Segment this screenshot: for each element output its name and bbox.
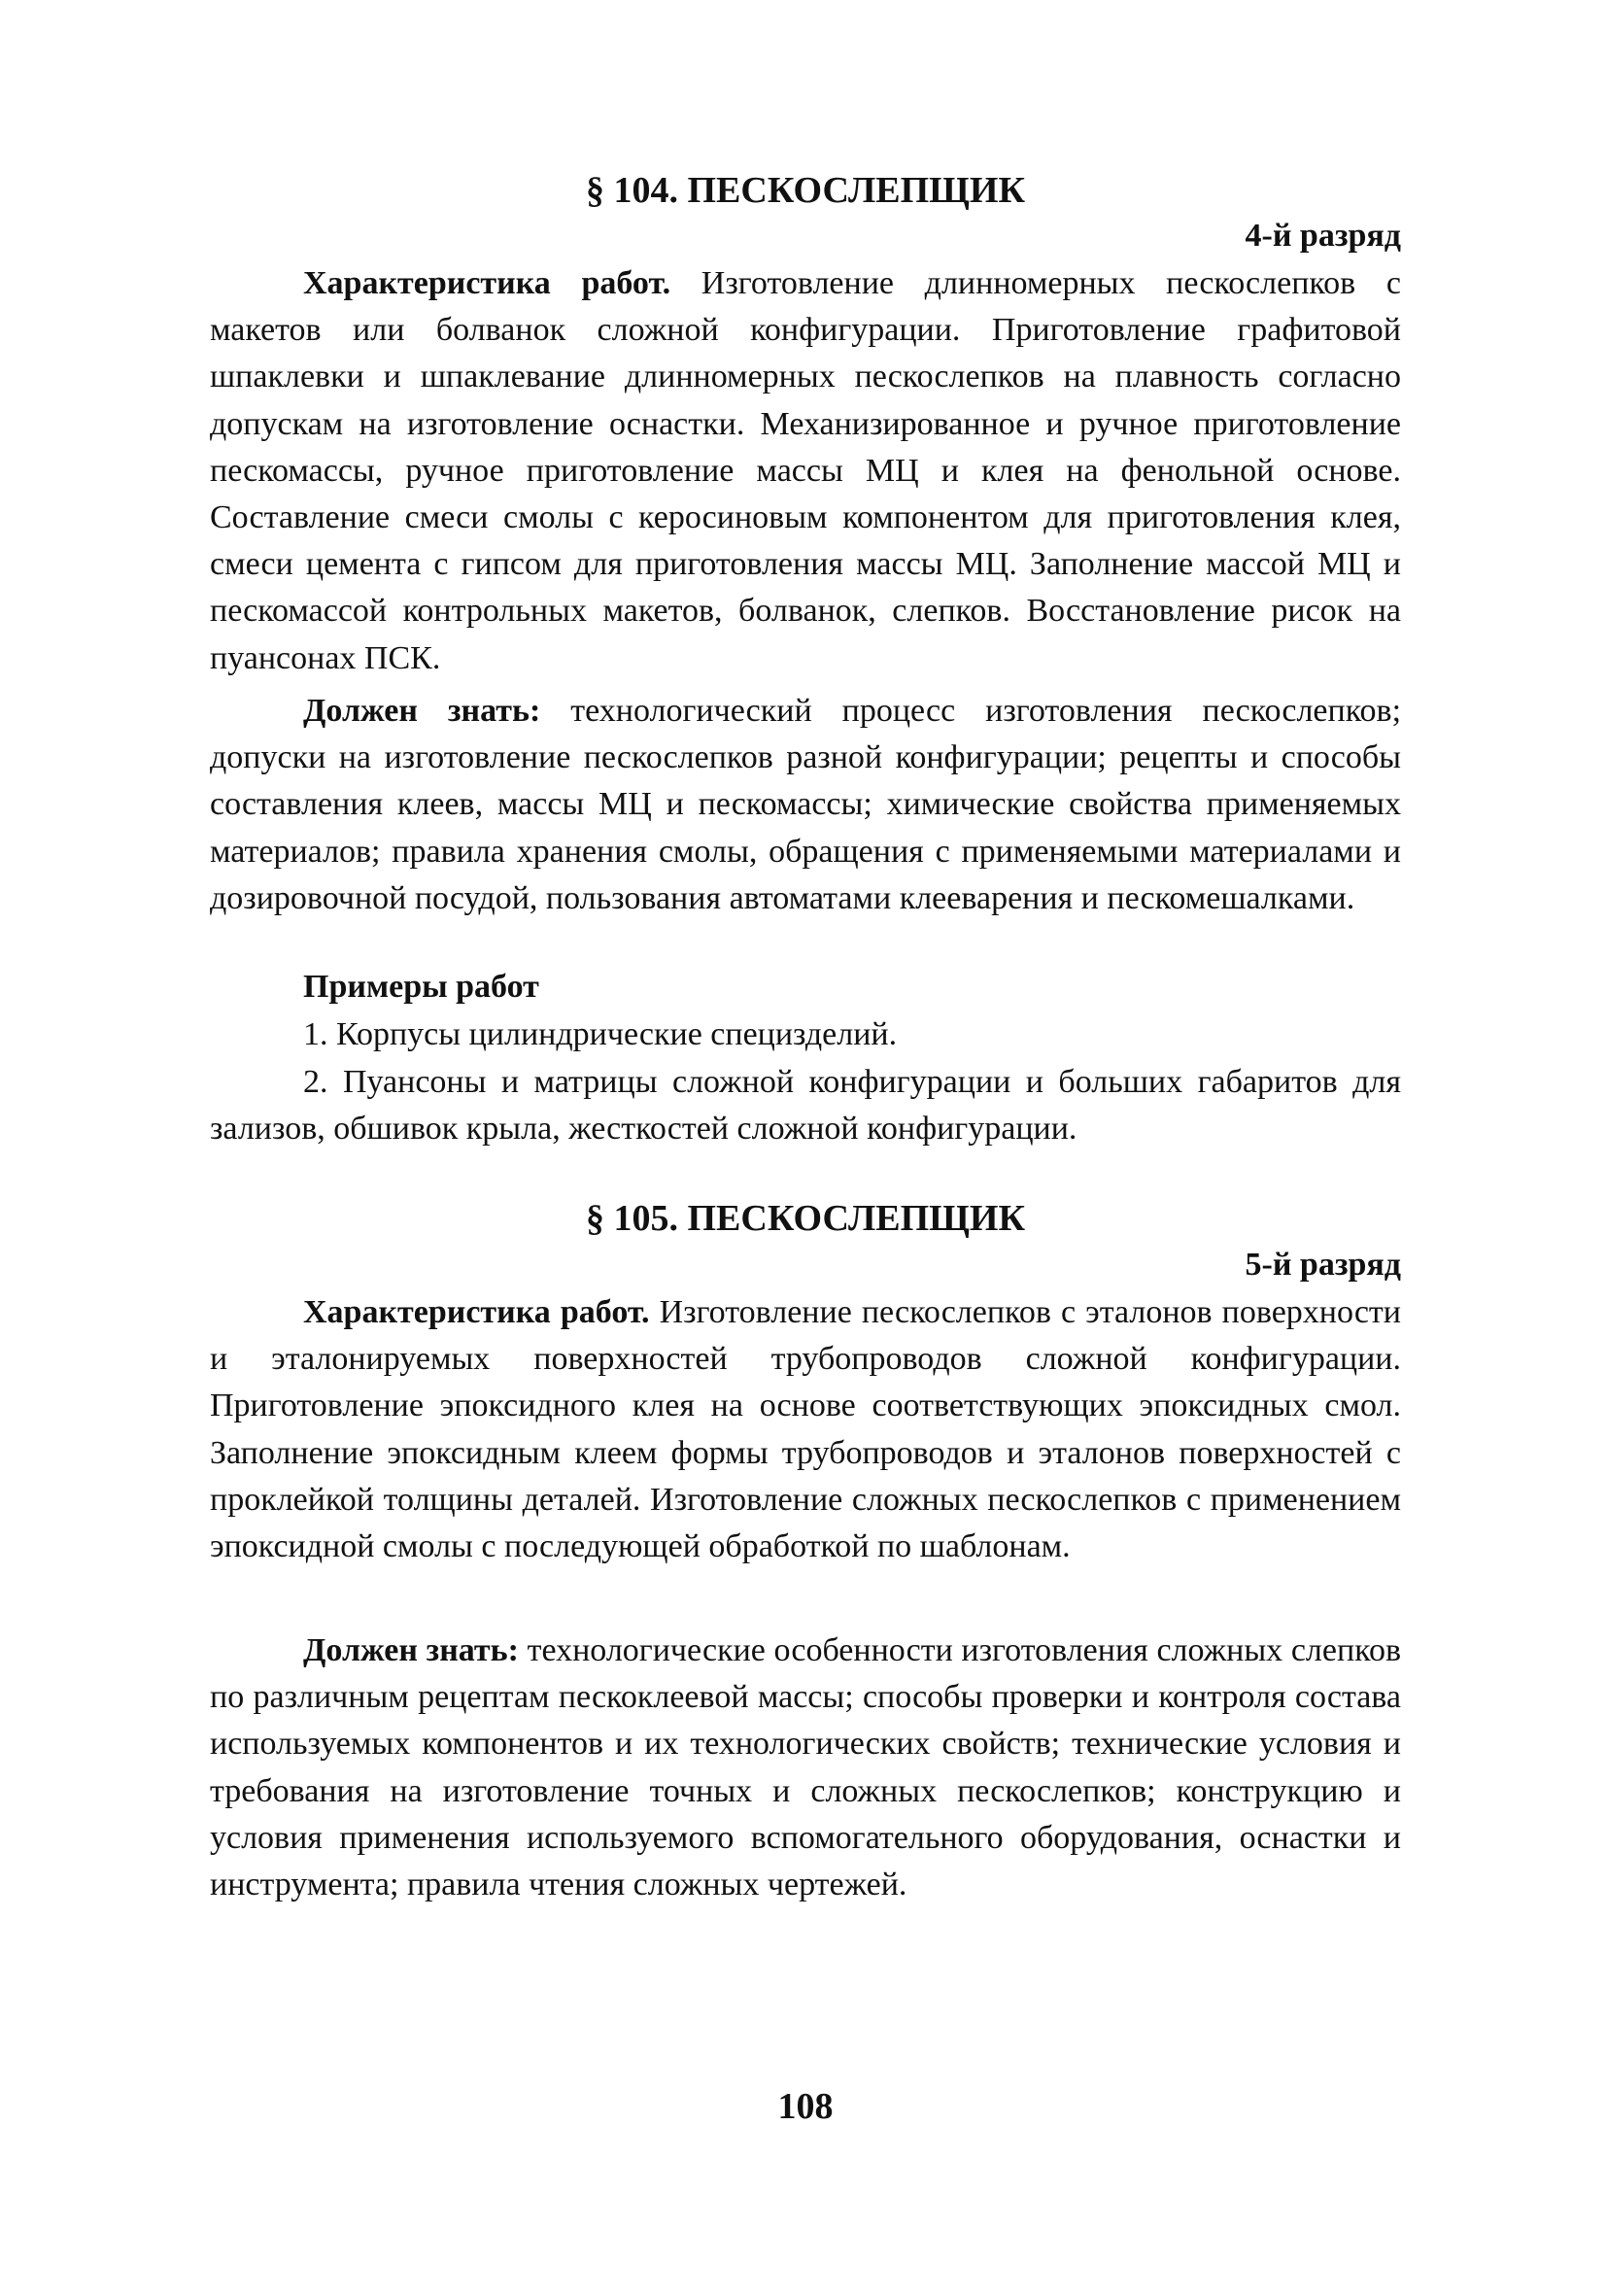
- section-105-grade: 5-й разряд: [1245, 1247, 1401, 1283]
- section-104-grade: 4-й разряд: [1245, 218, 1401, 254]
- section-104-characteristics-label: Характеристика работ.: [303, 265, 671, 301]
- section-104-example-1: 1. Корпусы цилиндрические специзделий.: [303, 1016, 898, 1052]
- section-105-characteristics-label: Характеристика работ.: [303, 1294, 650, 1330]
- section-105-title: § 105. ПЕСКОСЛЕПЩИК: [585, 1198, 1026, 1239]
- section-104-example-2: 2. Пуансоны и матрицы сложной конфигурации и больших габаритов для зализов, обшивок крыла, жесткостей сложной конфигурации.: [210, 1064, 1401, 1148]
- section-104-examples-heading: Примеры работ: [303, 969, 539, 1005]
- section-105-characteristics: [210, 1289, 1401, 1570]
- section-104-title: § 104. ПЕСКОСЛЕПЩИК: [585, 170, 1026, 211]
- page-number: 108: [777, 2086, 834, 2127]
- section-104-knowledge: [210, 688, 1401, 922]
- section-104-characteristics: [210, 260, 1401, 682]
- section-105-knowledge: [210, 1628, 1401, 1908]
- document-page: [210, 0, 1401, 2296]
- section-104-knowledge-text: технологический процесс изготовления пескослепков; допуски на изготовление пескослепков разной конфигурации; рецепты и способы составления клеев, массы МЦ и пескомассы; химические свойства применяемых материалов; правила хранения смолы, обращения с применяемыми материалами и дозировочной посудой, пользования автоматами клееварения и пескомешалками.: [210, 693, 1402, 916]
- section-105-knowledge-label: Должен знать:: [303, 1632, 519, 1668]
- section-105-characteristics-text: Изготовление пескослепков с эталонов поверхности и эталонируемых поверхностей трубопроводов сложной конфигурации. Приготовление эпоксидного клея на основе соответствующих эпоксидных смол. Заполнение эпоксидным клеем формы трубопроводов и эталонов поверхностей с проклейкой толщины деталей. Изготовление сложных пескослепков с применением эпоксидной смолы с последующей обработкой по шаблонам.: [210, 1294, 1401, 1565]
- section-104-characteristics-text: Изготовление длинномерных пескослепков с макетов или болванок сложной конфигурации. Приготовление графитовой шпаклевки и шпаклевание длинномерных пескослепков на плавность согласно допускам на изготовление оснастки. Механизированное и ручное приготовление пескомассы, ручное приготовление массы МЦ и клея на фенольной основе. Составление смеси смолы с керосиновым компонентом для приготовления клея, смеси цемента с гипсом для приготовления массы МЦ. Заполнение массой МЦ и пескомассой контрольных макетов, болванок, слепков. Восстановление рисок на пуансонах ПСК.: [210, 265, 1401, 676]
- section-104-knowledge-label: Должен знать:: [303, 693, 541, 729]
- section-105-knowledge-text: технологические особенности изготовления сложных слепков по различным рецептам пескоклеевой массы; способы проверки и контроля состава используемых компонентов и их технологических свойств; технические условия и требования на изготовление точных и сложных пескослепков; конструкцию и условия применения используемого вспомогательного оборудования, оснастки и инструмента; правила чтения сложных чертежей.: [210, 1632, 1402, 1903]
